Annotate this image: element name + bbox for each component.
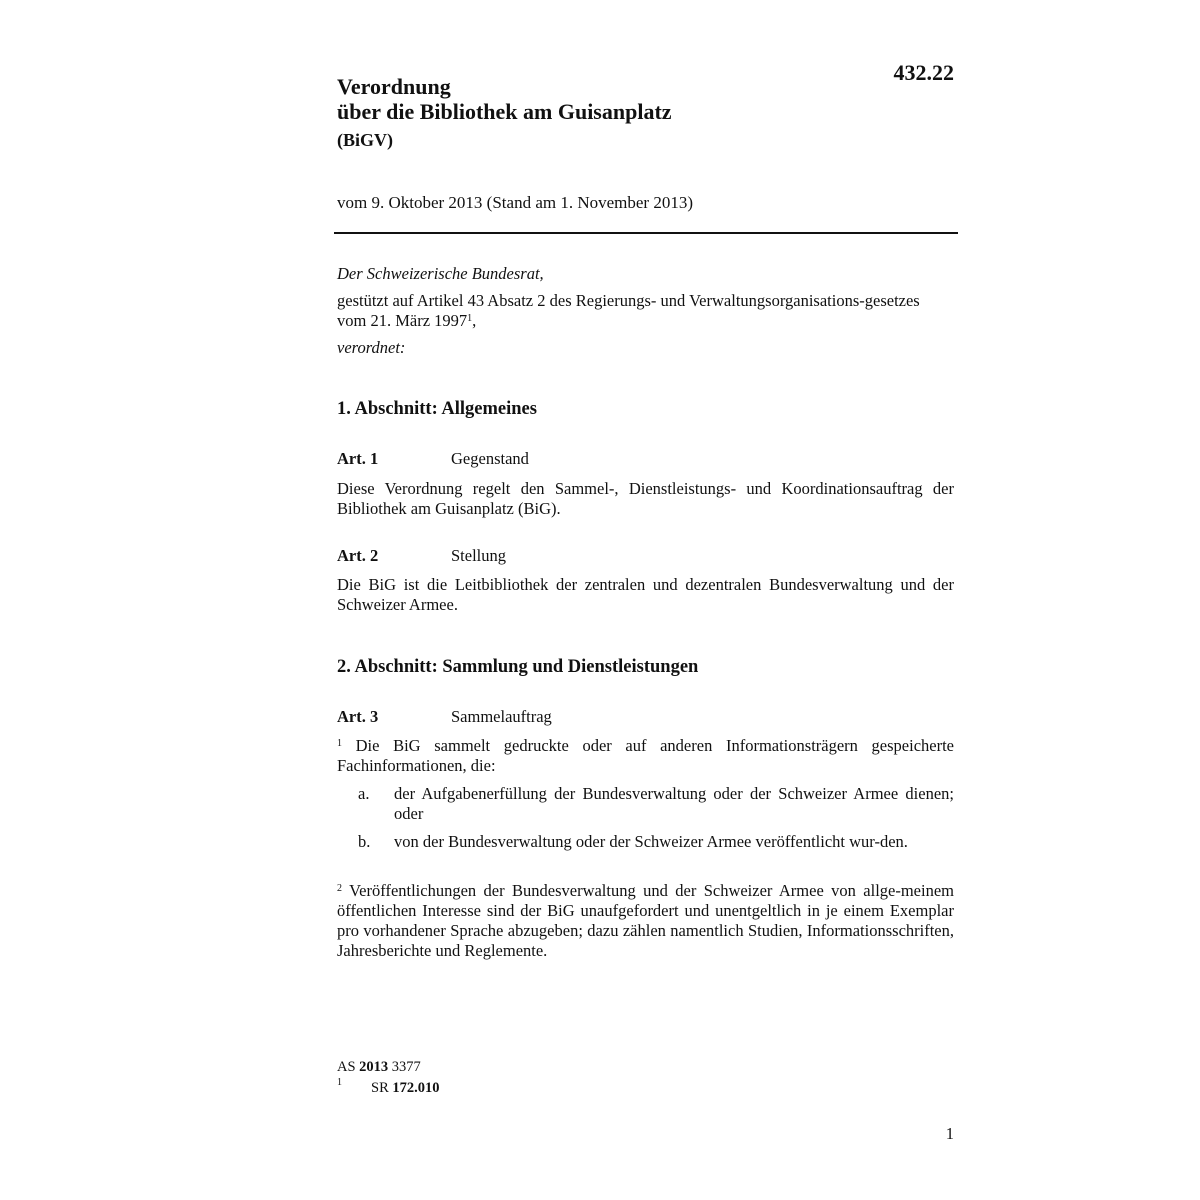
preamble-basis-text: gestützt auf Artikel 43 Absatz 2 des Regierungs- und Verwaltungsorganisations-gesetzes vom 21. März 1997	[337, 291, 920, 330]
article-3-paragraph-2	[337, 881, 954, 961]
header-rule	[334, 232, 958, 234]
list-item-b-letter: b.	[358, 832, 371, 851]
as-reference	[337, 1059, 421, 1076]
preamble-basis-end: ,	[472, 311, 477, 330]
article-2-number: Art. 2	[337, 546, 379, 565]
article-1-number: Art. 1	[337, 449, 379, 468]
article-1-text: Diese Verordnung regelt den Sammel-, Dienstleistungs- und Koordinationsauftrag der Bibliothek am Guisanplatz (BiG).	[337, 479, 954, 518]
article-3-title: Sammelauftrag	[451, 707, 552, 726]
article-2-text: Die BiG ist die Leitbibliothek der zentralen und dezentralen Bundesverwaltung und der Schweizer Armee.	[337, 575, 954, 614]
article-3-paragraph-1	[337, 736, 954, 776]
list-item-a-letter: a.	[358, 784, 370, 803]
as-prefix: AS	[337, 1059, 356, 1075]
paragraph-2-text: Veröffentlichungen der Bundesverwaltung und der Schweizer Armee von allge-meinem öffentlichen Interesse sind der BiG unaufgefordert und unentgeltlich in je einem Exemplar pro vorhandener Sprache abzugeben; dazu zählen namentlich Studien, Informationsschriften, Jahresberichte und Reglemente.	[337, 881, 955, 960]
title-line-2: über die Bibliothek am Guisanplatz	[337, 99, 672, 124]
date-line: vom 9. Oktober 2013 (Stand am 1. November 2013)	[337, 193, 693, 212]
preamble-authority: Der Schweizerische Bundesrat,	[337, 264, 544, 283]
list-item-b-text: von der Bundesverwaltung oder der Schweizer Armee veröffentlicht wur-den.	[394, 832, 908, 851]
footnote-prefix: SR	[371, 1080, 389, 1096]
title-abbreviation: (BiGV)	[337, 130, 393, 150]
sr-number: 432.22	[893, 60, 954, 85]
paragraph-1-text: Die BiG sammelt gedruckte oder auf anderen Informationsträgern gespeicherte Fachinformationen, die:	[337, 736, 954, 775]
footnote-sr-ref: 172.010	[392, 1080, 440, 1096]
footnote-1-number: 1	[337, 1077, 342, 1088]
article-2-title: Stellung	[451, 546, 507, 565]
footnote-ref-1[interactable]: 1	[467, 313, 473, 324]
title-line-1: Verordnung	[337, 74, 451, 99]
preamble-verb: verordnet:	[337, 338, 406, 357]
page-number: 1	[945, 1124, 954, 1143]
as-page: 3377	[391, 1059, 421, 1075]
article-3-number: Art. 3	[337, 707, 379, 726]
footnote-1	[337, 1078, 342, 1095]
as-year: 2013	[359, 1059, 389, 1075]
section-1-title: 1. Abschnitt: Allgemeines	[337, 399, 537, 419]
section-2-title: 2. Abschnitt: Sammlung und Dienstleistungen	[337, 657, 699, 677]
paragraph-1-number: 1	[337, 738, 342, 749]
paragraph-2-number: 2	[337, 883, 342, 894]
document-title	[337, 74, 672, 124]
list-item-a-text: der Aufgabenerfüllung der Bundesverwaltung oder der Schweizer Armee dienen; oder	[394, 784, 954, 823]
article-1-title: Gegenstand	[451, 449, 529, 468]
preamble-basis	[337, 291, 937, 331]
footnote-1-text	[371, 1080, 440, 1097]
